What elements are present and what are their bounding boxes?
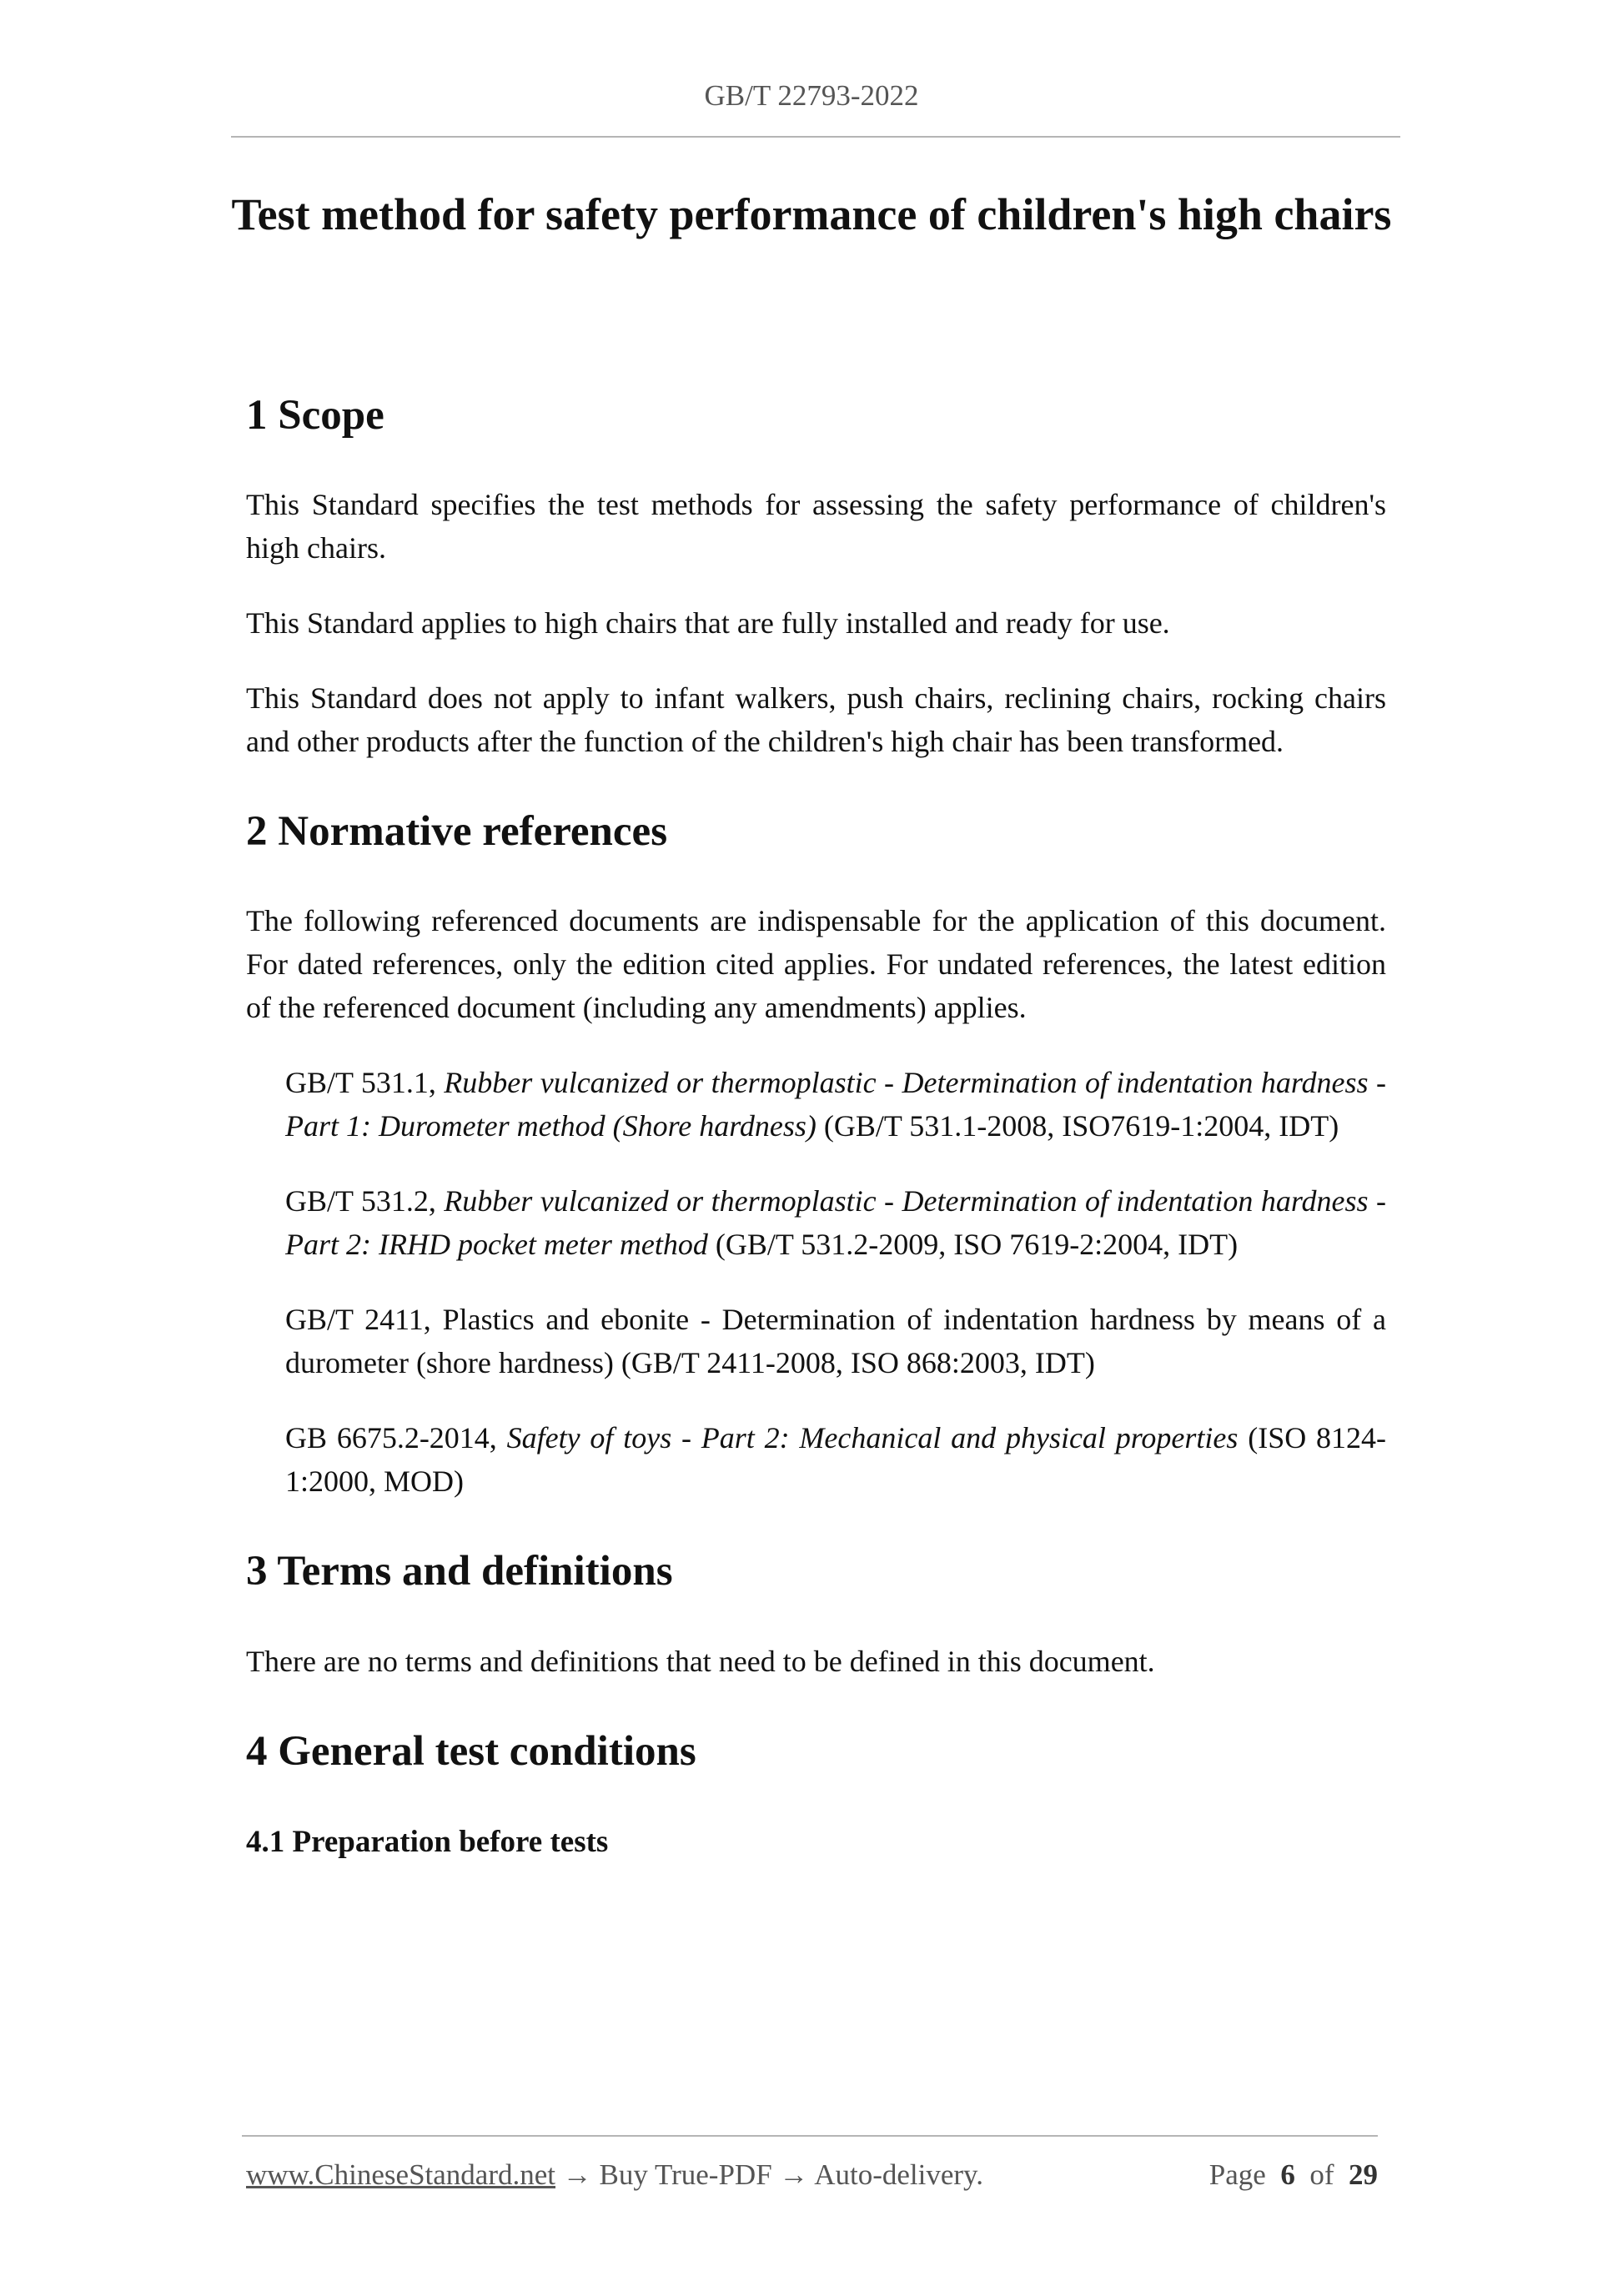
chinese-standard-link[interactable]: www.ChineseStandard.net [246,2158,555,2191]
terms-paragraph: There are no terms and definitions that need to be defined in this document. [246,1644,1155,1678]
reference-title: Safety of toys - Part 2: Mechanical and physical properties [506,1421,1239,1455]
document-body [246,390,1386,1861]
section-heading-scope: 1 Scope [246,392,384,439]
section-heading-general-test-conditions: 4 General test conditions [246,1727,696,1775]
footer-promo [246,2158,983,2192]
reference-tail: (GB/T 531.2-2009, ISO 7619-2:2004, IDT) [707,1228,1239,1262]
reference-code: GB/T 2411, Plastics and ebonite - Determination of indentation hardness by means of a durometer (shore hardness) (GB/T 2411-2008, ISO 868:2003, IDT) [285,1303,1386,1380]
document-title: Test method for safety performance of children's high chairs [231,189,1392,239]
footer-divider [242,2135,1378,2137]
reference-item [246,1298,1386,1384]
scope-paragraph-3: This Standard does not apply to infant walkers, push chairs, reclining chairs, rocking chairs and other products after the function of the children's high chair has been transformed. [246,681,1386,759]
reference-tail: (ISO 8124-1:2000, MOD) [285,1421,1387,1499]
reference-title: Rubber vulcanized or thermoplastic - Determination of indentation hardness - Part 1: Durometer method (Shore hardness) [285,1066,1386,1143]
scope-paragraph-2: This Standard applies to high chairs that are fully installed and ready for use. [246,606,1170,641]
reference-code: GB/T 531.1, [285,1066,445,1100]
reference-item [246,1416,1386,1503]
page-label: Page [1208,2158,1266,2191]
section-heading-normative-references: 2 Normative references [246,808,668,856]
reference-code: GB/T 531.2, [285,1184,445,1218]
reference-tail: (GB/T 531.1-2008, ISO7619-1:2004, IDT) [816,1109,1339,1143]
normative-intro: The following referenced documents are indispensable for the application of this document. For dated references, only the edition cited applies. For undated references, the latest edition of the referenced document (including any amendments) applies. [246,904,1386,1025]
section-heading-terms-definitions: 3 Terms and definitions [246,1548,673,1595]
page-total: 29 [1349,2158,1378,2191]
reference-item [246,1179,1386,1266]
reference-code: GB 6675.2-2014, [285,1421,507,1455]
header-divider [231,136,1400,138]
of-label: of [1309,2158,1334,2191]
scope-paragraph-1: This Standard specifies the test methods for assessing the safety performance of children's high chairs. [246,488,1386,565]
reference-title: Rubber vulcanized or thermoplastic - Determination of indentation hardness - Part 2: IRHD pocket meter method [285,1184,1386,1262]
document-id-header: GB/T 22793-2022 [704,79,919,112]
page-number: 6 [1280,2158,1295,2191]
subsection-heading-preparation: 4.1 Preparation before tests [246,1824,609,1859]
page-indicator [1209,2158,1378,2192]
reference-item [246,1061,1386,1148]
footer-promo-text: → Buy True-PDF → Auto-delivery. [555,2158,984,2191]
